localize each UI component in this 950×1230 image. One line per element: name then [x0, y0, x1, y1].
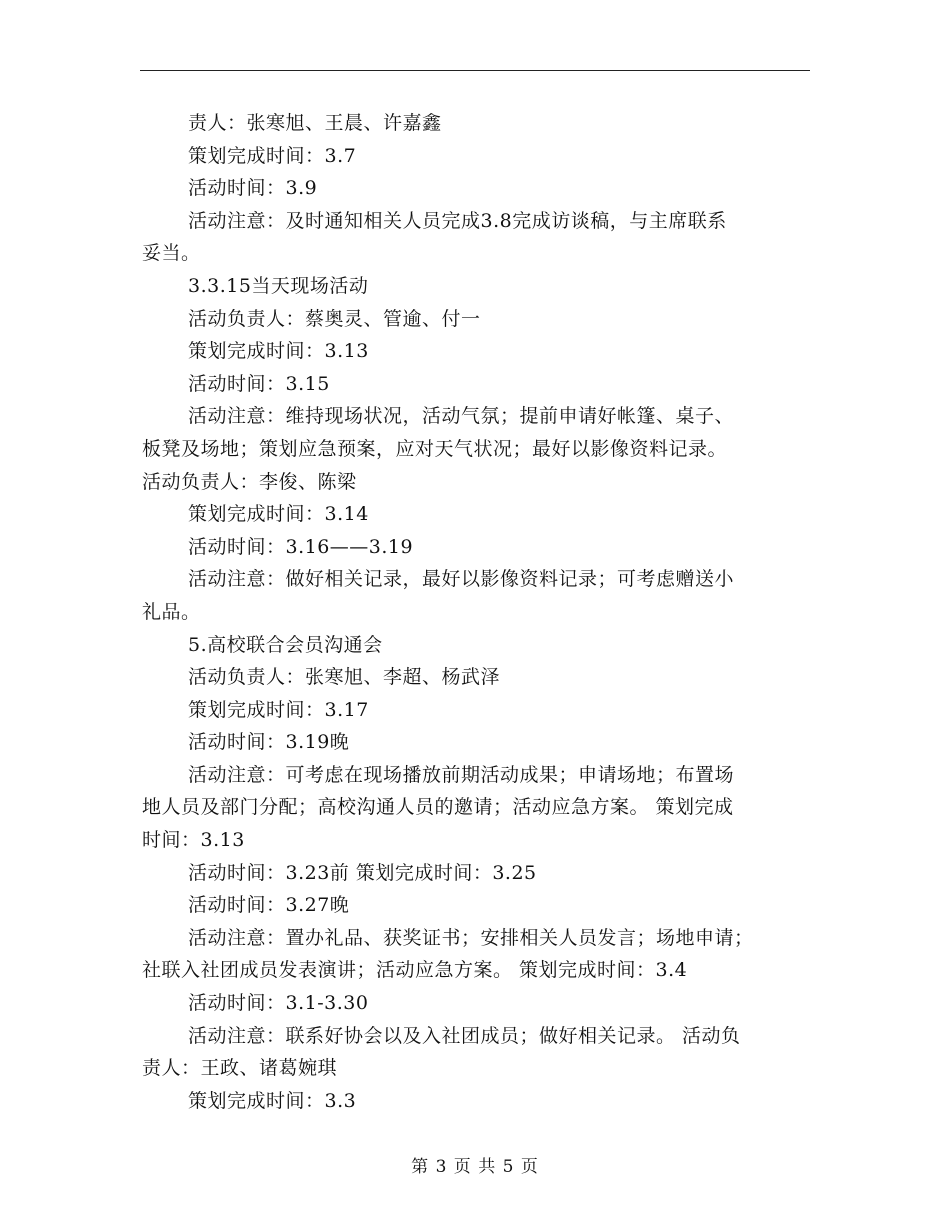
- text-line: 活动注意：可考虑在现场播放前期活动成果；申请场地；布置场: [188, 763, 735, 786]
- text-line: 礼品。: [142, 600, 201, 623]
- text-line: 策划完成时间：3.7: [188, 144, 357, 167]
- text-line: 活动时间：3.19晚: [188, 731, 350, 754]
- text-line: 活动时间：3.9: [188, 177, 318, 200]
- text-line: 活动负责人：张寒旭、李超、杨武泽: [188, 666, 501, 689]
- text-line: 活动注意：及时通知相关人员完成3.8完成访谈稿，与主席联系: [188, 209, 727, 232]
- text-line: 责人：王政、诸葛婉琪: [142, 1057, 338, 1080]
- text-line: 责人：张寒旭、王晨、许嘉鑫: [188, 112, 442, 134]
- text-line: 板凳及场地；策划应急预案，应对天气状况；最好以影像资料记录。: [142, 437, 728, 460]
- text-line: 活动注意：做好相关记录，最好以影像资料记录；可考虑赠送小: [188, 568, 735, 591]
- text-line: 活动注意：置办礼品、获奖证书；安排相关人员发言；场地申请；: [188, 926, 754, 949]
- text-line: 策划完成时间：3.3: [188, 1089, 357, 1112]
- page-footer: 第 3 页 共 5 页: [411, 1157, 539, 1177]
- text-line: 策划完成时间：3.13: [188, 340, 369, 363]
- header-rule: [140, 70, 810, 71]
- text-line: 地人员及部门分配；高校沟通人员的邀请；活动应急方案。 策划完成: [142, 796, 734, 819]
- text-line: 活动负责人：李俊、陈梁: [142, 470, 357, 493]
- text-line: 3.3.15当天现场活动: [188, 274, 369, 297]
- text-line: 活动时间：3.27晚: [188, 894, 350, 917]
- text-line: 时间：3.13: [142, 829, 245, 852]
- text-line: 策划完成时间：3.14: [188, 503, 369, 526]
- text-line: 妥当。: [142, 242, 201, 265]
- text-line: 策划完成时间：3.17: [188, 698, 369, 721]
- text-line: 社联入社团成员发表演讲；活动应急方案。 策划完成时间：3.4: [142, 959, 688, 982]
- text-line: 活动注意：联系好协会以及入社团成员；做好相关记录。 活动负: [188, 1024, 741, 1047]
- text-line: 活动时间：3.16——3.19: [188, 535, 414, 558]
- text-line: 5.高校联合会员沟通会: [188, 633, 383, 656]
- text-line: 活动负责人：蔡奥灵、管逾、付一: [188, 307, 481, 330]
- text-line: 活动时间：3.1-3.30: [188, 992, 369, 1015]
- text-line: 活动注意：维持现场状况，活动气氛；提前申请好帐篷、桌子、: [188, 405, 735, 428]
- text-line: 活动时间：3.23前 策划完成时间：3.25: [188, 861, 537, 884]
- text-line: 活动时间：3.15: [188, 372, 330, 395]
- document-body: [142, 107, 802, 1117]
